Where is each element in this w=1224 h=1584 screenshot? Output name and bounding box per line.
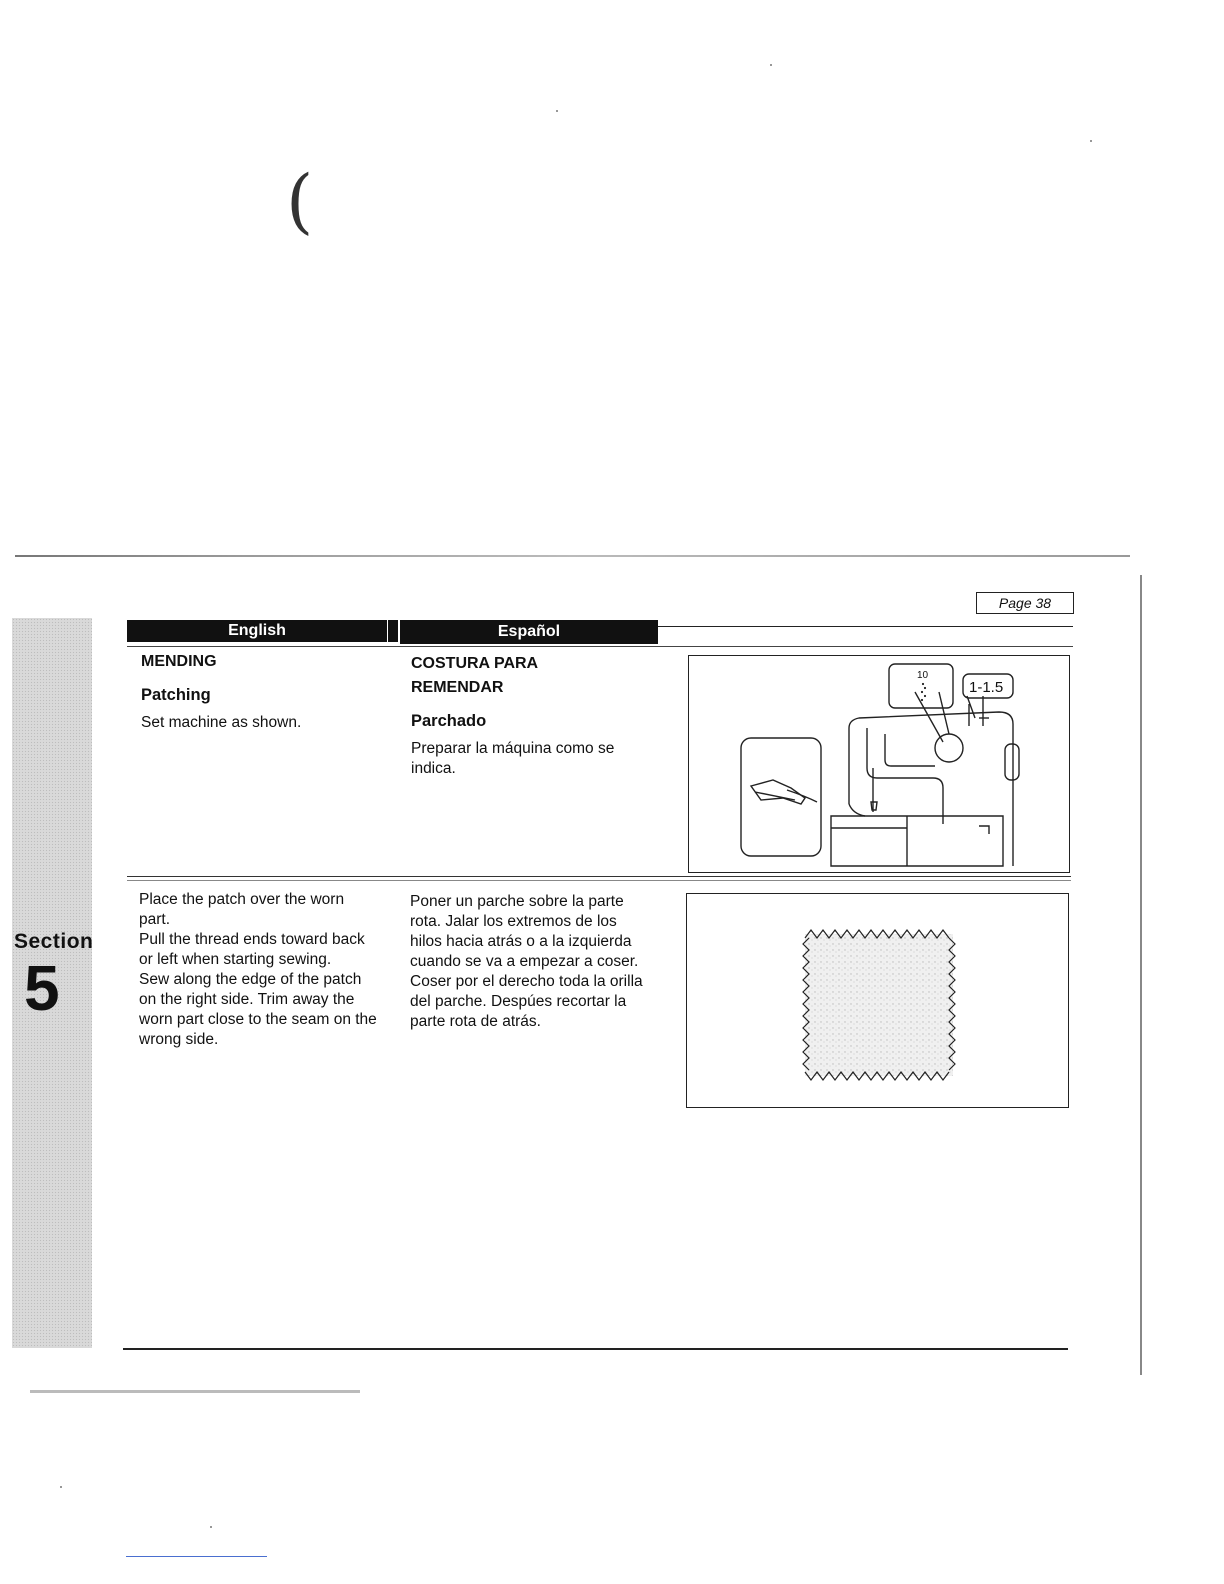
section-divider xyxy=(127,876,1071,877)
sewing-machine-figure xyxy=(688,655,1070,873)
header-underline xyxy=(127,646,1073,647)
patch-instructions-en xyxy=(139,890,379,1050)
es-step-2: Coser por el derecho toda la orilla del parche. Despúes recortar la parte rota de atrás. xyxy=(410,973,643,1030)
scan-edge-line xyxy=(15,555,1130,557)
en-step-1: Place the patch over the worn part. xyxy=(139,891,345,928)
en-step-2: Pull the thread ends toward back or left when starting sewing. xyxy=(139,931,365,968)
mending-heading: MENDING xyxy=(141,653,217,670)
patch-figure xyxy=(686,893,1069,1108)
costura-heading-line1: COSTURA PARA xyxy=(411,655,539,672)
scan-underline xyxy=(126,1556,267,1557)
section-label: Section xyxy=(14,930,94,953)
patch-instructions-es xyxy=(410,892,650,1032)
section-divider-faint xyxy=(127,880,1071,881)
stitch-length-value: 1-1.5 xyxy=(969,679,1004,696)
header-english: English xyxy=(127,620,387,642)
section-number: 5 xyxy=(24,952,60,1024)
costura-heading-line2: REMENDAR xyxy=(411,679,504,696)
patching-subheading: Patching xyxy=(141,686,211,704)
page-right-edge xyxy=(1140,575,1142,1375)
preparar-text: Preparar la máquina como se indica. xyxy=(411,740,615,777)
sewing-machine-illustration xyxy=(689,656,1069,872)
scan-speck xyxy=(1090,140,1092,142)
en-step-3: Sew along the edge of the patch on the right side. Trim away the worn part close to the seam on the wrong side. xyxy=(139,971,377,1048)
header-spanish: Español xyxy=(400,620,658,644)
header-rule xyxy=(658,626,1073,627)
set-machine-text: Set machine as shown. xyxy=(141,714,302,731)
scan-speck xyxy=(556,110,558,112)
scan-speck xyxy=(770,64,772,66)
footer-rule xyxy=(123,1348,1068,1350)
page-number-box: Page 38 xyxy=(976,592,1074,614)
header-divider-mark xyxy=(388,620,398,642)
scan-speck xyxy=(60,1486,62,1488)
parchado-subheading: Parchado xyxy=(411,712,487,730)
scan-speck xyxy=(210,1526,212,1528)
stitch-width-value: 10 xyxy=(917,670,929,681)
es-step-1: Poner un parche sobre la parte rota. Jalar los extremos de los hilos hacia atrás o a la izquierda cuando se va a empezar a coser. xyxy=(410,893,639,970)
patch-illustration xyxy=(687,894,1067,1106)
scan-smudge xyxy=(30,1390,360,1393)
handwritten-parenthesis: ( xyxy=(286,160,314,242)
